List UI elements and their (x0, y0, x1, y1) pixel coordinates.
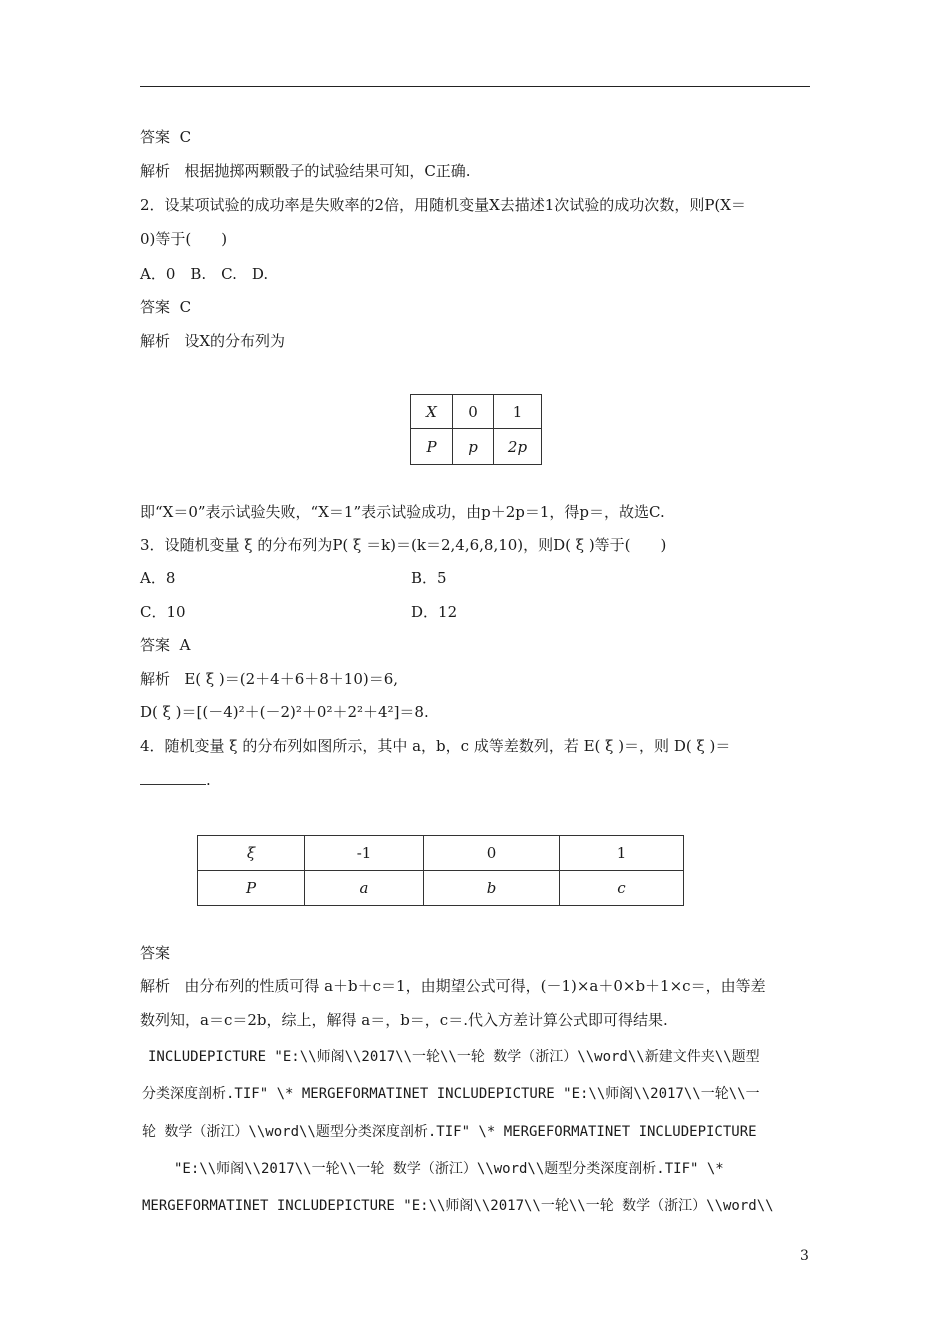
q3-analysis-line2: D( ξ )＝[(－4)²＋(－2)²＋0²＋2²＋4²]＝8. (140, 703, 429, 721)
table-row (198, 836, 684, 871)
table-cell: P (198, 871, 305, 906)
field-code-line: MERGEFORMATINET INCLUDEPICTURE "E:\\师阁\\2017\\一轮\\一轮 数学（浙江）\\word\\ (142, 1198, 774, 1214)
table-cell: X (411, 395, 453, 429)
table-row (411, 395, 542, 429)
answer-label: 答案 (140, 298, 171, 316)
header-rule (140, 86, 810, 87)
table-row (198, 871, 684, 906)
table-cell: 0 (424, 836, 560, 871)
q2-answer (140, 297, 191, 317)
q2-stem-line1: 2．设某项试验的成功率是失败率的2倍，用随机变量X去描述1次试验的成功次数，则P(X＝ (140, 196, 746, 214)
q4-distribution-table (197, 835, 684, 906)
analysis-text: 根据抛掷两颗骰子的试验结果可知，C正确. (184, 162, 471, 180)
q3-option-b: B．5 (411, 569, 447, 587)
field-code-line: INCLUDEPICTURE "E:\\师阁\\2017\\一轮\\一轮 数学（浙江）\\word\\新建文件夹\\题型 (148, 1049, 760, 1065)
table-cell: 0 (453, 395, 494, 429)
q3-option-c: C．10 (140, 603, 186, 621)
q3-option-d: D．12 (411, 603, 458, 621)
analysis-text: 由分布列的性质可得 a＋b＋c＝1，由期望公式可得，(－1)×a＋0×b＋1×c＝，由等差 (184, 977, 766, 995)
q4-stem-line2 (140, 770, 211, 790)
field-code-line: 分类深度剖析.TIF" \* MERGEFORMATINET INCLUDEPICTURE "E:\\师阁\\2017\\一轮\\一 (142, 1086, 760, 1102)
table-cell: 1 (560, 836, 684, 871)
table-cell: a (305, 871, 424, 906)
answer-label: 答案 (140, 636, 171, 654)
field-code-line: "E:\\师阁\\2017\\一轮\\一轮 数学（浙江）\\word\\题型分类深度剖析.TIF" \* (174, 1161, 724, 1177)
q3-option-a: A．8 (140, 569, 176, 587)
analysis-label: 解析 (140, 332, 171, 350)
answer-value: A (179, 636, 191, 654)
q3-answer (140, 635, 190, 655)
field-code-line: 轮 数学（浙江）\\word\\题型分类深度剖析.TIF" \* MERGEFORMATINET INCLUDEPICTURE (142, 1124, 757, 1140)
table-row (411, 429, 542, 465)
q3-stem: 3．设随机变量 ξ 的分布列为P( ξ ＝k)＝(k＝2,4,6,8,10)，则D( ξ )等于( ) (140, 536, 667, 554)
table-cell: 1 (494, 395, 542, 429)
q2-analysis (140, 331, 285, 351)
q4-analysis-line1 (140, 976, 766, 996)
q2-stem-line2: 0)等于( ) (140, 230, 228, 248)
answer-label: 答案 (140, 944, 171, 962)
q4-analysis-line2: 数列知，a＝c＝2b，综上，解得 a＝，b＝，c＝.代入方差计算公式即可得结果. (140, 1011, 668, 1029)
answer-label: 答案 (140, 128, 171, 146)
q2-distribution-table (410, 394, 542, 465)
q4-answer (140, 943, 170, 963)
analysis-text: E( ξ )＝(2＋4＋6＋8＋10)＝6, (184, 670, 399, 688)
q3-analysis-line1 (140, 669, 398, 689)
answer-blank (140, 770, 206, 785)
analysis-text: 设X的分布列为 (184, 332, 286, 350)
analysis-label: 解析 (140, 162, 171, 180)
q2-conclusion: 即“X＝0”表示试验失败，“X＝1”表示试验成功，由p＋2p＝1，得p＝，故选C. (140, 503, 665, 521)
analysis-label: 解析 (140, 977, 171, 995)
page-number: 3 (800, 1248, 809, 1264)
q4-stem-line1: 4．随机变量 ξ 的分布列如图所示，其中 a，b，c 成等差数列，若 E( ξ )＝，则 D( ξ )＝ (140, 737, 731, 755)
period: . (206, 771, 211, 789)
table-cell: c (560, 871, 684, 906)
analysis-label: 解析 (140, 670, 171, 688)
table-cell: ξ (198, 836, 305, 871)
q2-options: A．0 B. C. D. (140, 265, 269, 283)
table-cell: P (411, 429, 453, 465)
table-cell: 2p (494, 429, 542, 465)
answer-value: C (179, 128, 192, 146)
table-cell: -1 (305, 836, 424, 871)
answer-value: C (179, 298, 192, 316)
table-cell: b (424, 871, 560, 906)
q1-analysis (140, 161, 471, 181)
table-cell: p (453, 429, 494, 465)
q1-answer (140, 127, 191, 147)
